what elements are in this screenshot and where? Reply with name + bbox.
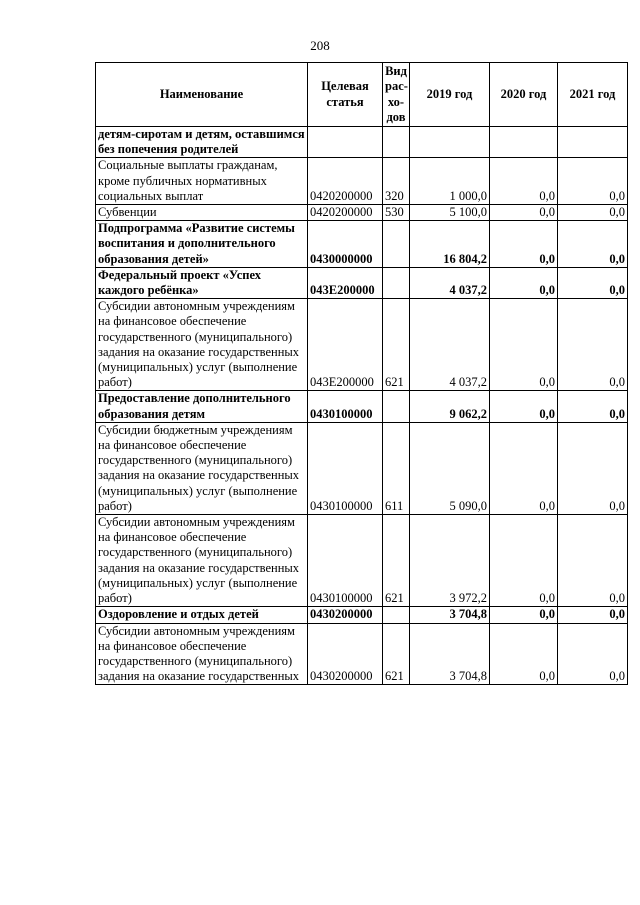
column-header-name: Наименование [96,63,308,127]
column-header-type: Вид рас-хо-дов [383,63,410,127]
cell-type: 621 [383,515,410,607]
cell-2019: 3 704,8 [410,623,490,685]
cell-name: Субсидии автономным учреждениям на финансовое обеспечение государственного (муниципального) задания на оказание государственных (муниципальных) услуг (выполнение работ) [96,515,308,607]
cell-code: 0430100000 [308,422,383,514]
cell-2020: 0,0 [490,607,558,623]
cell-2021: 0,0 [558,221,628,268]
cell-2021: 0,0 [558,607,628,623]
cell-2019: 4 037,2 [410,267,490,298]
cell-2021: 0,0 [558,267,628,298]
cell-type [383,267,410,298]
cell-2021: 0,0 [558,515,628,607]
table-header-row [96,63,628,127]
cell-2019: 5 090,0 [410,422,490,514]
cell-type: 621 [383,623,410,685]
cell-name: Подпрограмма «Развитие системы воспитания и дополнительного образования детей» [96,221,308,268]
cell-name: Социальные выплаты гражданам, кроме публичных нормативных социальных выплат [96,158,308,205]
cell-code: 0430100000 [308,391,383,422]
cell-2020: 0,0 [490,422,558,514]
cell-type [383,391,410,422]
cell-type: 530 [383,205,410,221]
table-row [96,127,628,158]
cell-code [308,127,383,158]
cell-2019: 1 000,0 [410,158,490,205]
cell-2021: 0,0 [558,158,628,205]
cell-2020 [490,127,558,158]
table-row [96,623,628,685]
cell-2020: 0,0 [490,299,558,391]
cell-2021: 0,0 [558,299,628,391]
cell-2021: 0,0 [558,391,628,422]
cell-2020: 0,0 [490,221,558,268]
cell-2019 [410,127,490,158]
table-row [96,267,628,298]
cell-code: 0420200000 [308,205,383,221]
table-row [96,299,628,391]
cell-code: 0430100000 [308,515,383,607]
cell-2019: 3 704,8 [410,607,490,623]
cell-name: Федеральный проект «Успех каждого ребёнка» [96,267,308,298]
cell-2019: 4 037,2 [410,299,490,391]
table-row [96,158,628,205]
table-row [96,391,628,422]
cell-name: Субсидии бюджетным учреждениям на финансовое обеспечение государственного (муниципального) задания на оказание государственных (муниципальных) услуг (выполнение работ) [96,422,308,514]
column-header-2019: 2019 год [410,63,490,127]
cell-type: 621 [383,299,410,391]
cell-name: Предоставление дополнительного образования детям [96,391,308,422]
cell-type: 611 [383,422,410,514]
cell-2019: 5 100,0 [410,205,490,221]
cell-code: 0420200000 [308,158,383,205]
cell-name: Субвенции [96,205,308,221]
cell-code: 043Е200000 [308,299,383,391]
cell-2021: 0,0 [558,422,628,514]
cell-2021: 0,0 [558,623,628,685]
cell-name: Субсидии автономным учреждениям на финансовое обеспечение государственного (муниципального) задания на оказание государственных (муниципальных) услуг (выполнение работ) [96,299,308,391]
cell-2019: 16 804,2 [410,221,490,268]
cell-code: 0430200000 [308,607,383,623]
column-header-2021: 2021 год [558,63,628,127]
cell-2020: 0,0 [490,267,558,298]
table-row [96,515,628,607]
column-header-code: Целевая статья [308,63,383,127]
cell-type [383,127,410,158]
cell-name: Оздоровление и отдых детей [96,607,308,623]
cell-code: 0430000000 [308,221,383,268]
cell-2020: 0,0 [490,391,558,422]
cell-2021 [558,127,628,158]
table-row [96,205,628,221]
cell-code: 0430200000 [308,623,383,685]
cell-2019: 3 972,2 [410,515,490,607]
cell-2019: 9 062,2 [410,391,490,422]
table-row [96,422,628,514]
page-number: 208 [310,38,330,53]
table-row [96,607,628,623]
cell-type [383,221,410,268]
table-body [96,127,628,685]
cell-2020: 0,0 [490,623,558,685]
column-header-2020: 2020 год [490,63,558,127]
cell-2020: 0,0 [490,205,558,221]
cell-name: Субсидии автономным учреждениям на финансовое обеспечение государственного (муниципального) задания на оказание государственных [96,623,308,685]
cell-code: 043Е200000 [308,267,383,298]
cell-name: детям-сиротам и детям, оставшимся без попечения родителей [96,127,308,158]
cell-type [383,607,410,623]
cell-type: 320 [383,158,410,205]
cell-2020: 0,0 [490,158,558,205]
cell-2020: 0,0 [490,515,558,607]
cell-2021: 0,0 [558,205,628,221]
table-row [96,221,628,268]
budget-table [95,62,628,685]
